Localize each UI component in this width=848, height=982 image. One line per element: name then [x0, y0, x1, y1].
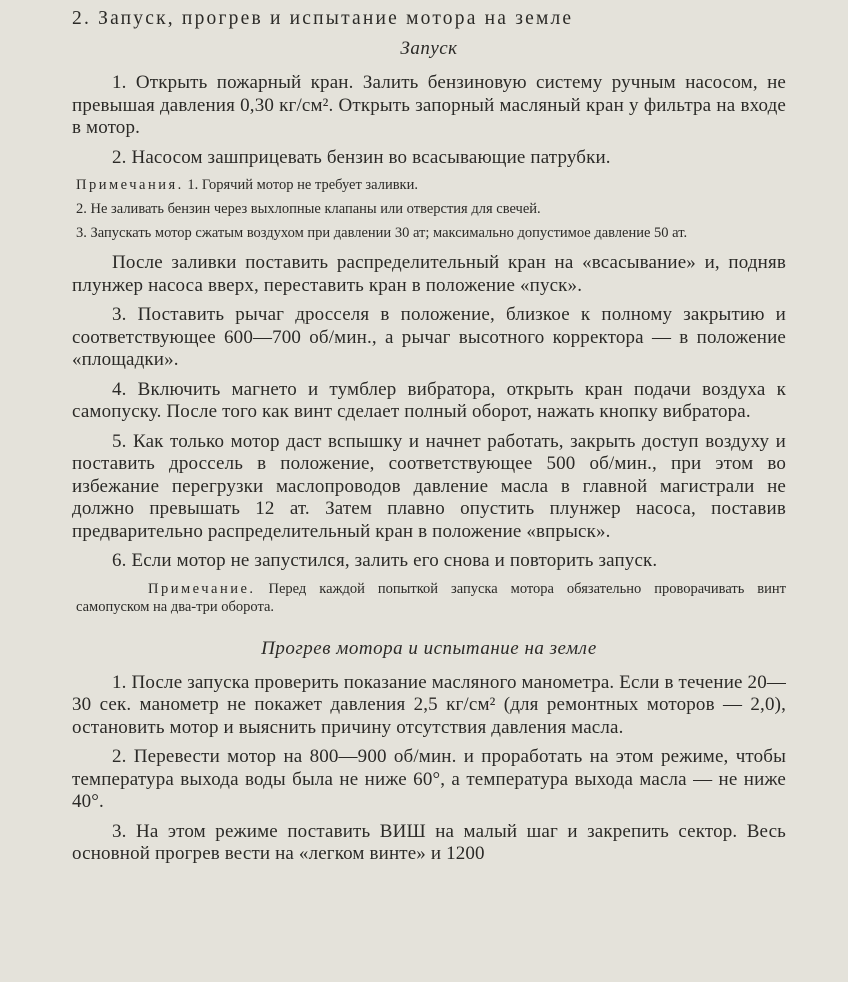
note-item-1: 1. Горячий мотор не требует заливки.: [187, 177, 418, 193]
paragraph-4: 3. Поставить рычаг дросселя в положение, близкое к полному закрытию и соответствующее 600—700 об/мин., а рычаг высотного корректора — в положение «площадки».: [72, 304, 786, 370]
section-heading: 2. Запуск, прогрев и испытание мотора на земле: [72, 8, 574, 29]
note-item-3: 3. Запускать мотор сжатым воздухом при давлении 30 ат; максимально допустимое давление 50 ат.: [76, 225, 688, 241]
subsection-title-start: Запуск: [400, 38, 458, 59]
paragraph-9: 2. Перевести мотор на 800—900 об/мин. и проработать на этом режиме, чтобы температура выхода воды была не ниже 60°, а температура выхода масла — не ниже 40°.: [72, 746, 786, 812]
paragraph-10: 3. На этом режиме поставить ВИШ на малый шаг и закрепить сектор. Весь основной прогрев вести на «легком винте» и 1200: [72, 820, 786, 864]
paragraph-7: 6. Если мотор не запустился, залить его снова и повторить запуск.: [112, 550, 658, 571]
note-2-text: Перед каждой попыткой запуска мотора обязательно проворачивать винт самопуском на два-три оборота.: [76, 580, 787, 615]
subsection-title-warmup: Прогрев мотора и испытание на земле: [261, 637, 597, 659]
note-line-1: [72, 176, 786, 194]
notes-block: [72, 176, 786, 242]
paragraph-3: После заливки поставить распределительный кран на «всасывание» и, подняв плунжер насоса вверх, переставить кран в положение «пуск».: [72, 252, 786, 296]
note-2-label: Примечание.: [148, 580, 256, 597]
note-2: [72, 580, 786, 616]
notes-label: Примечания.: [76, 177, 184, 193]
paragraph-5: 4. Включить магнето и тумблер вибратора, открыть кран подачи воздуха к самопуску. После того как винт сделает полный оборот, нажать кнопку вибратора.: [72, 378, 786, 422]
paragraph-1: 1. Открыть пожарный кран. Залить бензиновую систему ручным насосом, не превышая давления 0,30 кг/см². Открыть запорный масляный кран у фильтра на входе в мотор.: [72, 72, 786, 138]
paragraph-2: 2. Насосом зашприцевать бензин во всасывающие патрубки.: [112, 146, 611, 168]
note-item-2: 2. Не заливать бензин через выхлопные клапаны или отверстия для свечей.: [76, 201, 541, 217]
paragraph-8: 1. После запуска проверить показание масляного манометра. Если в течение 20—30 сек. манометр не покажет давления 2,5 кг/см² (для ремонтных моторов — 2,0), остановить мотор и выяснить причину отсутствия давления масла.: [72, 671, 786, 738]
paragraph-6: 5. Как только мотор даст вспышку и начнет работать, закрыть доступ воздуху и поставить дроссель в положение, соответствующее 500 об/мин., при этом во избежание перегрузки маслопроводов давление масла в главной магистрали не должно превышать 12 ат. Затем плавно опустить плунжер насоса, поставив предварительно распределительный кран в положение «впрыск».: [72, 430, 786, 542]
